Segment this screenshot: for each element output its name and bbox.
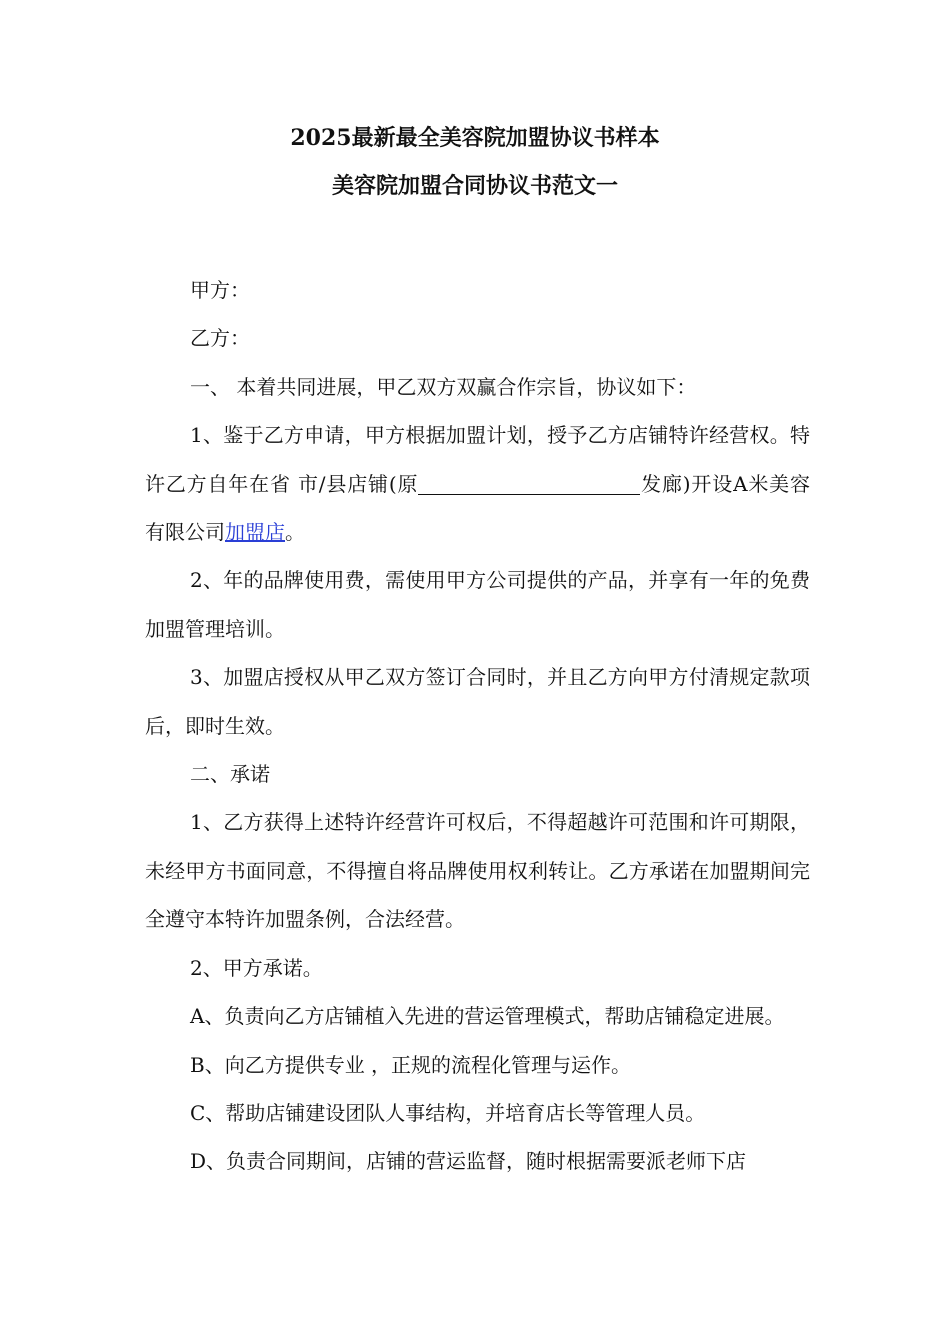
clause-1-1-text-a: 1、鉴于乙方申请，甲方根据加盟计划，授予乙方店铺特许经营权。特许乙方自年在省 市/县店铺(原 bbox=[145, 423, 810, 496]
clause-2-2-b: B、向乙方提供专业 ，正规的流程化管理与运作。 bbox=[190, 1052, 632, 1077]
clause-1-3: 3、加盟店授权从甲乙双方签订合同时，并且乙方向甲方付清规定款项后，即时生效。 bbox=[145, 665, 810, 738]
clause-2-2-c: C、帮助店铺建设团队人事结构，并培育店长等管理人员。 bbox=[190, 1100, 706, 1125]
document-body bbox=[145, 266, 810, 1186]
section-1-heading: 一、 本着共同进展，甲乙双方双赢合作宗旨，协议如下： bbox=[190, 374, 697, 399]
clause-2-1: 1、乙方获得上述特许经营许可权后，不得超越许可范围和许可期限，未经甲方书面同意，不得擅自将品牌使用权利转让。乙方承诺在加盟期间完全遵守本特许加盟条例，合法经营。 bbox=[145, 810, 810, 932]
clause-1-1-text-b: 发廊)开设A米美容有限公司 bbox=[145, 471, 811, 545]
section-2-heading: 二、承诺 bbox=[190, 762, 270, 787]
party-a-line: 甲方： bbox=[190, 278, 250, 302]
clause-1-2: 2、年的品牌使用费，需使用甲方公司提供的产品，并享有一年的免费加盟管理培训。 bbox=[145, 568, 810, 641]
party-b-line: 乙方： bbox=[190, 326, 250, 351]
clause-2-2: 2、甲方承诺。 bbox=[190, 955, 323, 980]
franchise-store-link[interactable]: 加盟店 bbox=[225, 520, 285, 545]
document-subtitle: 美容院加盟合同协议书范文一 bbox=[331, 173, 618, 199]
clause-1-1-end: 。 bbox=[285, 520, 305, 545]
clause-1-1 bbox=[145, 411, 810, 556]
clause-2-2-d: D、负责合同期间，店铺的营运监督，随时根据需要派老师下店 bbox=[190, 1149, 747, 1174]
blank-fill-line bbox=[418, 472, 640, 495]
clause-2-2-a: A、负责向乙方店铺植入先进的营运管理模式，帮助店铺稳定进展。 bbox=[190, 1004, 785, 1029]
document-title: 2025最新最全美容院加盟协议书样本 bbox=[290, 125, 660, 151]
